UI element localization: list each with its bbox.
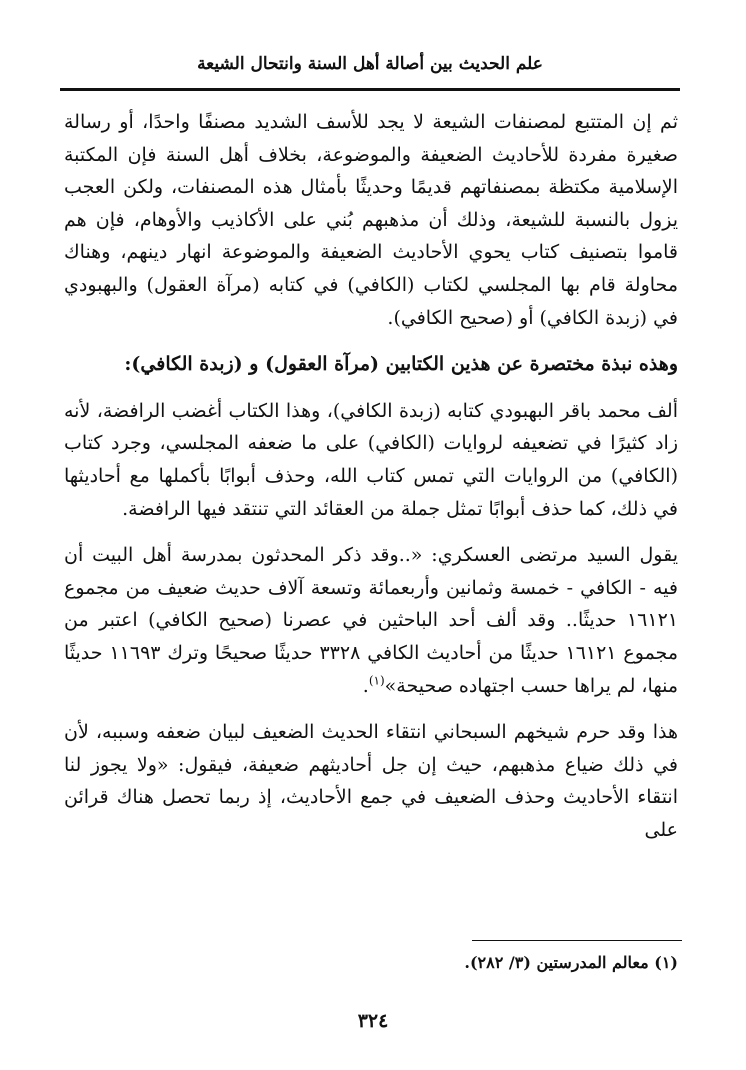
footnote: (١) معالم المدرستين (٣/ ٢٨٢). [464, 953, 678, 972]
footnote-rule [472, 940, 682, 941]
header-rule [60, 88, 680, 91]
body-text [64, 106, 678, 846]
paragraph-4: يقول السيد مرتضى العسكري: «..وقد ذكر المحدثون بمدرسة أهل البيت أن فيه - الكافي - خمسة وثمانين وأربعمائة وتسعة آلاف حديث ضعيف من مجموع ١٦١٢١ حديثًا.. وقد ألف أحد الباحثين في عصرنا (صحيح الكافي) اعتبر من مجموع ١٦١٢١ حديثًا من أحاديث الكافي ٣٣٢٨ حديثًا صحيحًا وترك ١١٦٩٣ حديثًا منها، لم يراها حسب اجتهاده صحيحة»$^{(١)}$. [64, 544, 679, 697]
paragraph-1: ثم إن المتتبع لمصنفات الشيعة لا يجد للأسف الشديد مصنفًا واحدًا، أو رسالة صغيرة مفردة للأحاديث الضعيفة والموضوعة، بخلاف أهل السنة فإن المكتبة الإسلامية مكتظة بمصنفاتهم قديمًا وحديثًا بأمثال هذه المصنفات، ولكن العجب يزول بالنسبة للشيعة، وذلك أن مذهبهم بُني على الأكاذيب والأوهام، فإن هم قاموا بتصنيف كتاب يحوي الأحاديث الضعيفة والموضوعة انهار دينهم، وهناك محاولة قام بها المجلسي لكتاب (الكافي) في كتابه (مرآة العقول) والبهبودي في (زبدة الكافي) أو (صحيح الكافي). [64, 111, 678, 329]
paragraph-3: ألف محمد باقر البهبودي كتابه (زبدة الكافي)، وهذا الكتاب أغضب الرافضة، لأنه زاد كثيرًا في تضعيفه لروايات (الكافي) على ما ضعفه المجلسي، وجرد كتاب (الكافي) من الروايات التي تمس كتاب الله، وحذف أبوابًا بأكملها مع أحاديثها في ذلك، كما حذف أبوابًا تمثل جملة من العقائد التي تنتقد فيها الرافضة. [64, 399, 678, 520]
footnote-marker: (١) [368, 673, 385, 688]
paragraph-5: هذا وقد حرم شيخهم السبحاني انتقاء الحديث الضعيف لبيان ضعفه وسببه، لأن في ذلك ضياع مذهبهم، حيث إن جل أحاديثهم ضعيفة، فيقول: «ولا يجوز لنا انتقاء الأحاديث وحذف الضعيف في جمع الأحاديث، إذ ربما تحصل هناك قرائن على [64, 721, 678, 841]
page-number: ٣٢٤ [357, 1010, 389, 1032]
running-header: علم الحديث بين أصالة أهل السنة وانتحال الشيعة [197, 54, 543, 74]
paragraph-4-text: يقول السيد مرتضى العسكري: «..وقد ذكر المحدثون بمدرسة أهل البيت أن فيه - الكافي - خمسة وثمانين وأربعمائة وتسعة آلاف حديث ضعيف من مجموع ١٦١٢١ حديثًا.. وقد ألف أحد الباحثين في عصرنا (صحيح الكافي) اعتبر من مجموع ١٦١٢١ حديثًا من أحاديث الكافي ٣٣٢٨ حديثًا صحيحًا وترك ١١٦٩٣ حديثًا منها، لم يراها حسب اجتهاده صحيحة» [64, 544, 679, 697]
paragraph-2: وهذه نبذة مختصرة عن هذين الكتابين (مرآة العقول) و (زبدة الكافي): [124, 353, 678, 376]
